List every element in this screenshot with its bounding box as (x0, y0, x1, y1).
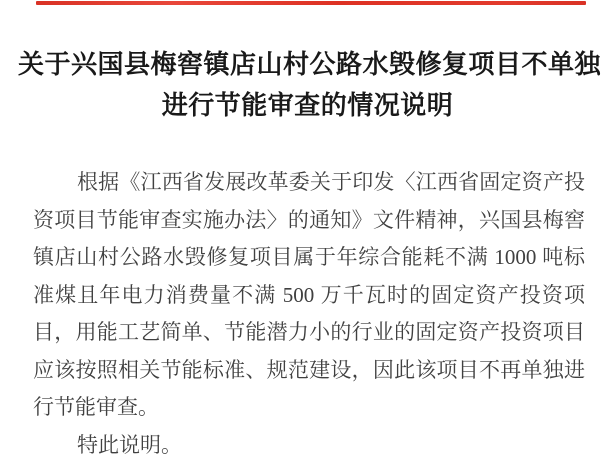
document-title-line-2: 进行节能审查的情况说明 (161, 91, 454, 120)
document-body (33, 164, 585, 464)
body-line: 根据《江西省发展改革委关于印发〈江西省固定资产投 (77, 170, 585, 194)
body-line: 行节能审查。 (33, 395, 159, 419)
letterhead-red-rule (36, 1, 586, 5)
closing-statement: 特此说明。 (77, 432, 182, 457)
body-line: 镇店山村公路水毁修复项目属于年综合能耗不满 1000 吨标 (33, 245, 585, 269)
body-line: 准煤且年电力消费量不满 500 万千瓦时的固定资产投资项 (33, 282, 585, 307)
body-line: 应该按照相关节能标准、规范建设，因此该项目不再单独进 (33, 357, 585, 382)
body-line: 目，用能工艺简单、节能潜力小的行业的固定资产投资项目 (33, 320, 585, 344)
body-line: 资项目节能审查实施办法〉的通知》文件精神，兴国县梅窖 (33, 207, 585, 232)
document-title (18, 44, 602, 126)
document-title-line-1: 关于兴国县梅窖镇店山村公路水毁修复项目不单独 (18, 50, 602, 79)
